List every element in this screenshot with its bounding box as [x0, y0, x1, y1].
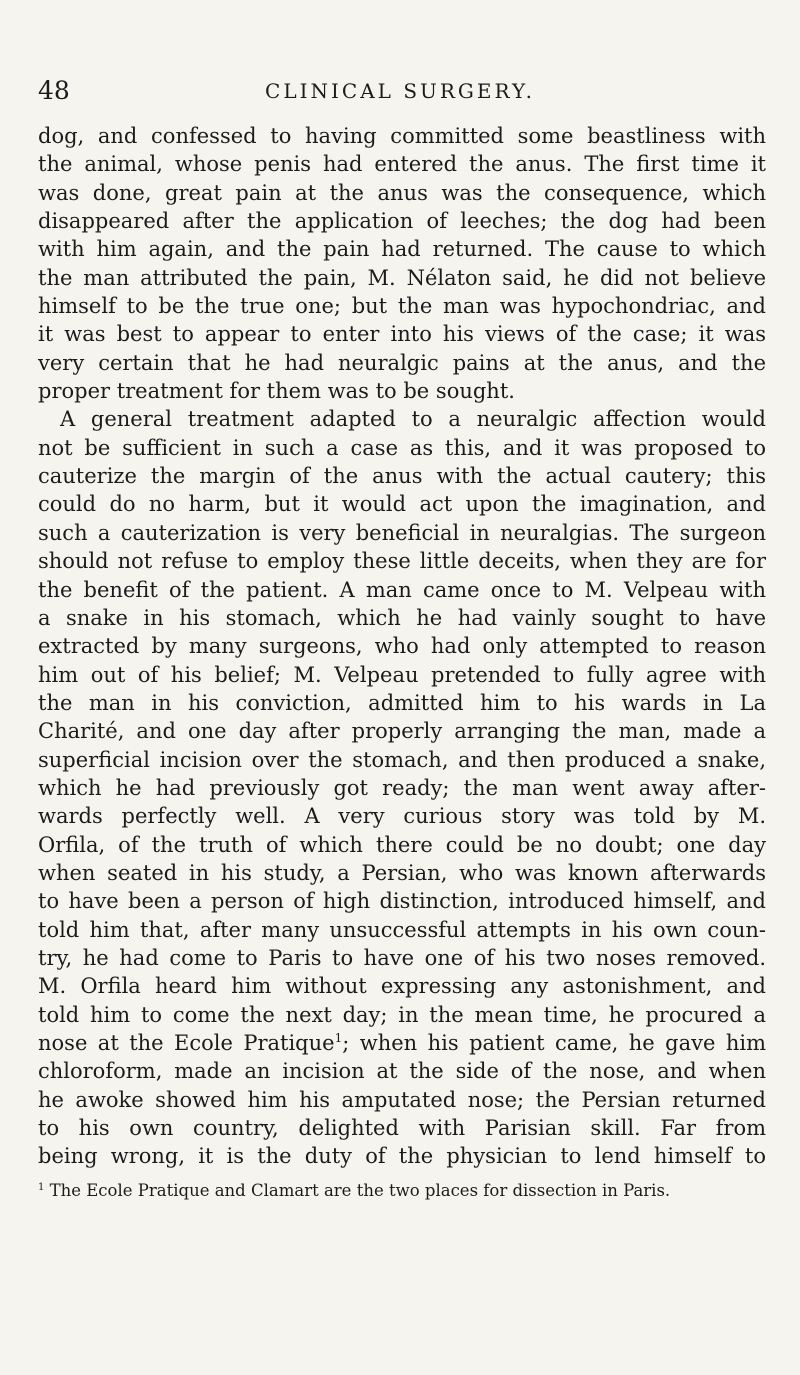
text-line: which he had previously got ready; the man went away after- [38, 775, 766, 800]
text-line: to his own country, delighted with Parisian skill. Far from [38, 1116, 766, 1141]
text-line: should not refuse to employ these little deceits, when they are for [38, 549, 766, 574]
text-line: not be sufficient in such a case as this, and it was proposed to [38, 435, 766, 460]
text-line: nose at the Ecole Pratique$^1$; when his patient came, he gave him [38, 1031, 766, 1055]
footnote [38, 1180, 766, 1202]
text-line: he awoke showed him his amputated nose; the Persian returned [38, 1087, 766, 1112]
text-line: Charité, and one day after properly arranging the man, made a [38, 719, 766, 744]
running-head: CLINICAL SURGERY. [265, 79, 535, 103]
text-line: proper treatment for them was to be sought. [38, 379, 515, 404]
text-line: with him again, and the pain had returned. The cause to which [38, 237, 766, 262]
text-line: such a cauterization is very beneficial in neuralgias. The surgeon [38, 520, 766, 545]
text-line: Orfila, of the truth of which there could be no doubt; one day [38, 832, 766, 857]
text-line: very certain that he had neuralgic pains at the anus, and the [38, 350, 766, 375]
text-line: cauterize the margin of the anus with the actual cautery; this [38, 464, 766, 489]
footnote-reference: 1 [334, 1031, 343, 1045]
page-header [38, 76, 762, 106]
text-line: himself to be the true one; but the man was hypochondriac, and [38, 294, 766, 319]
text-line: the animal, whose penis had entered the anus. The first time it [38, 152, 766, 177]
footnote-text: The Ecole Pratique and Clamart are the two places for dissection in Paris. [44, 1181, 671, 1200]
footnote-marker: 1 [38, 1182, 45, 1193]
text-line: told him to come the next day; in the mean time, he procured a [38, 1002, 766, 1027]
text-line: was done, great pain at the anus was the consequence, which [38, 180, 766, 205]
text-line: extracted by many surgeons, who had only attempted to reason [38, 634, 766, 659]
text-line: disappeared after the application of leeches; the dog had been [38, 209, 766, 234]
text-line: being wrong, it is the duty of the physician to lend himself to [38, 1144, 766, 1169]
text-line: him out of his belief; M. Velpeau pretended to fully agree with [38, 662, 766, 687]
text-line: the benefit of the patient. A man came once to M. Velpeau with [38, 577, 766, 602]
text-line: try, he had come to Paris to have one of his two noses removed. [38, 945, 766, 970]
text-line: a snake in his stomach, which he had vainly sought to have [38, 605, 766, 630]
text-line: the man in his conviction, admitted him to his wards in La [38, 690, 766, 715]
text-line: could do no harm, but it would act upon the imagination, and [38, 492, 766, 517]
text-line: M. Orfila heard him without expressing any astonishment, and [38, 974, 766, 999]
text-line: dog, and confessed to having committed some beastliness with [38, 124, 766, 148]
text-line: the man attributed the pain, M. Nélaton said, he did not believe [38, 265, 766, 290]
text-line: when seated in his study, a Persian, who was known afterwards [38, 860, 766, 885]
page-number: 48 [38, 76, 70, 105]
text-line: chloroform, made an incision at the side of the nose, and when [38, 1059, 766, 1084]
text-line: it was best to appear to enter into his views of the case; it was [38, 322, 766, 347]
text-line: to have been a person of high distinction, introduced himself, and [38, 889, 766, 914]
text-line: wards perfectly well. A very curious story was told by M. [38, 804, 766, 829]
text-line: A general treatment adapted to a neuralgic affection would [60, 407, 766, 432]
body-text [38, 122, 766, 1171]
text-line: superficial incision over the stomach, and then produced a snake, [38, 747, 766, 772]
text-line: told him that, after many unsuccessful attempts in his own coun- [38, 917, 766, 942]
